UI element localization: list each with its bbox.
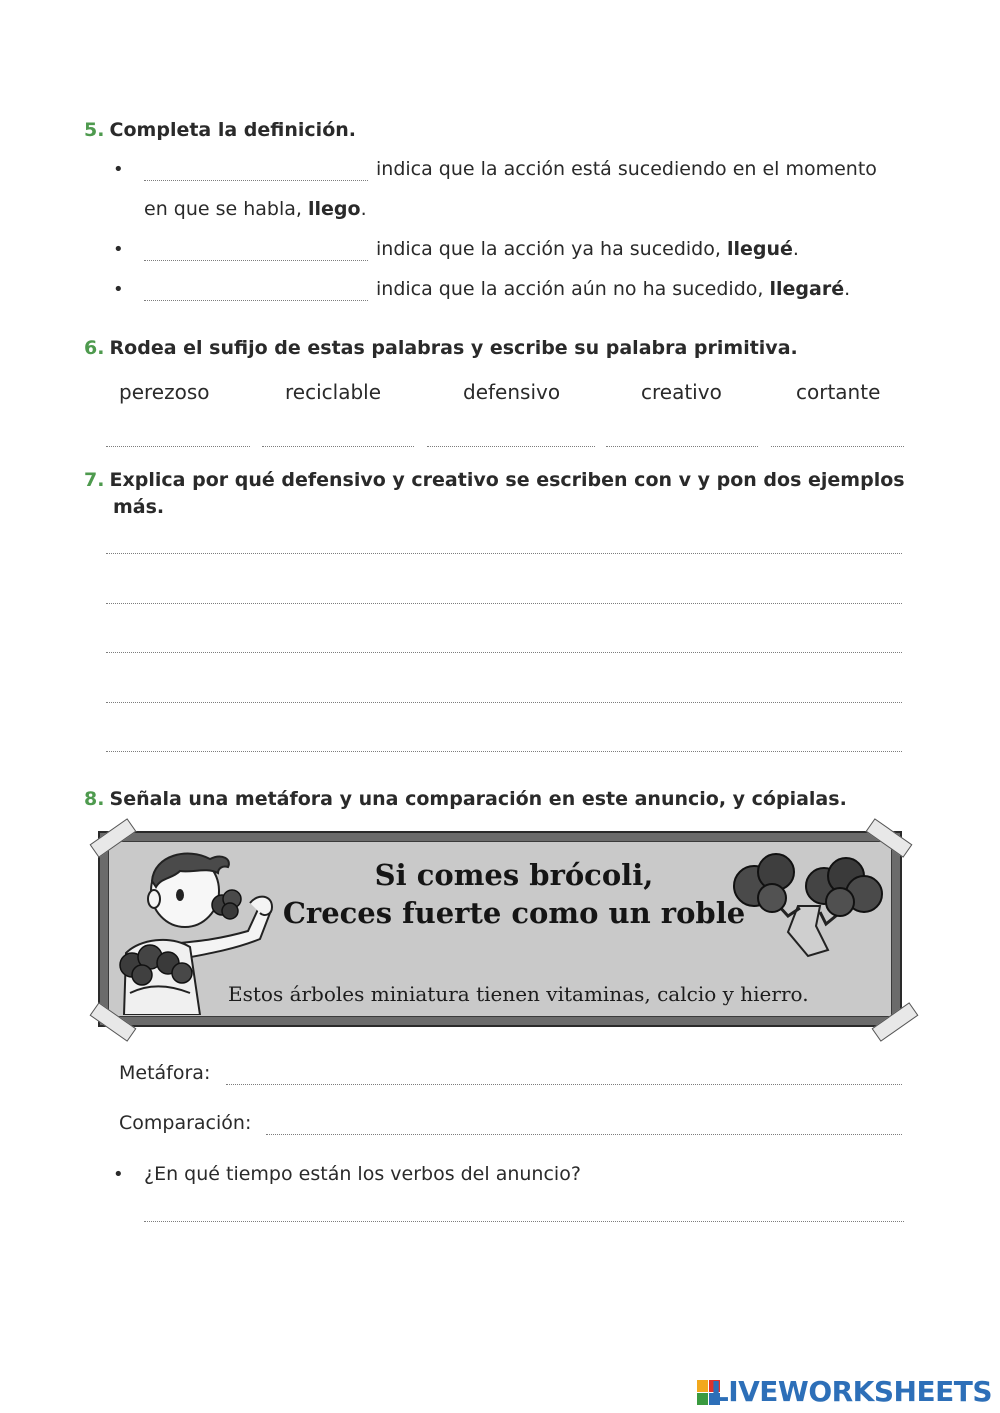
word-perezoso[interactable]: perezoso [119,380,210,404]
ad-subtext: Estos árboles miniatura tienen vitaminas, calcio y hierro. [228,982,809,1006]
comparison-answer-line[interactable] [266,1134,902,1135]
bullet: • [113,1164,124,1185]
q5-item-2-bold: llegué [726,238,793,260]
bullet: • [113,239,124,260]
question-7-title: Explica por qué defensivo y creativo se escriben con v y pon dos ejemplos [109,469,905,491]
q5-item-1-bold: llego [307,198,361,220]
q5-item-2-text: indica que la acción ya ha sucedido, llegué. [376,238,799,260]
metaphor-label: Metáfora: [119,1062,211,1084]
ad-headline-2: Creces fuerte como un roble [282,896,746,930]
word-reciclable[interactable]: reciclable [285,380,382,404]
question-6-title: Rodea el sufijo de estas palabras y escribe su palabra primitiva. [109,337,798,359]
liveworksheets-brand: LIVEWORKSHEETS [710,1375,992,1408]
question-6-number: 6. [84,337,105,359]
bullet: • [113,279,124,300]
question-5-title: Completa la definición. [109,119,356,141]
answer-blank-6c[interactable] [427,446,595,447]
word-defensivo[interactable]: defensivo [463,380,561,404]
q5-item-1-line2: en que se habla, llego. [144,198,367,220]
answer-line-7b[interactable] [106,603,902,604]
word-creativo[interactable]: creativo [641,380,722,404]
answer-blank-5c[interactable] [144,300,368,301]
metaphor-answer-line[interactable] [226,1084,902,1085]
word-cortante[interactable]: cortante [796,380,881,404]
verb-tense-answer-line[interactable] [144,1221,904,1222]
question-7 [84,469,905,491]
q5-item-3-text: indica que la acción aún no ha sucedido, llegaré. [376,278,851,300]
verb-tense-question: ¿En qué tiempo están los verbos del anuncio? [144,1163,581,1185]
ad-headline-1: Si comes brócoli, [374,858,654,892]
question-6 [84,337,798,359]
answer-line-7d[interactable] [106,702,902,703]
question-7-title-line2: más. [113,496,165,518]
question-8-title: Señala una metáfora y una comparación en este anuncio, y cópialas. [109,788,847,810]
q5-item-3-bold: llegaré [769,278,845,300]
answer-blank-5b[interactable] [144,260,368,261]
bullet: • [113,159,124,180]
question-7-number: 7. [84,469,105,491]
answer-line-7a[interactable] [106,553,902,554]
answer-blank-6a[interactable] [106,446,250,447]
question-8-number: 8. [84,788,105,810]
answer-blank-6d[interactable] [606,446,758,447]
q5-item-1-text: indica que la acción está sucediendo en el momento [376,158,877,180]
answer-blank-5a[interactable] [144,180,368,181]
answer-line-7e[interactable] [106,751,902,752]
answer-line-7c[interactable] [106,652,902,653]
question-5 [84,119,356,141]
question-8 [84,788,847,810]
answer-blank-6b[interactable] [262,446,414,447]
answer-blank-6e[interactable] [771,446,904,447]
comparison-label: Comparación: [119,1112,252,1134]
question-5-number: 5. [84,119,105,141]
